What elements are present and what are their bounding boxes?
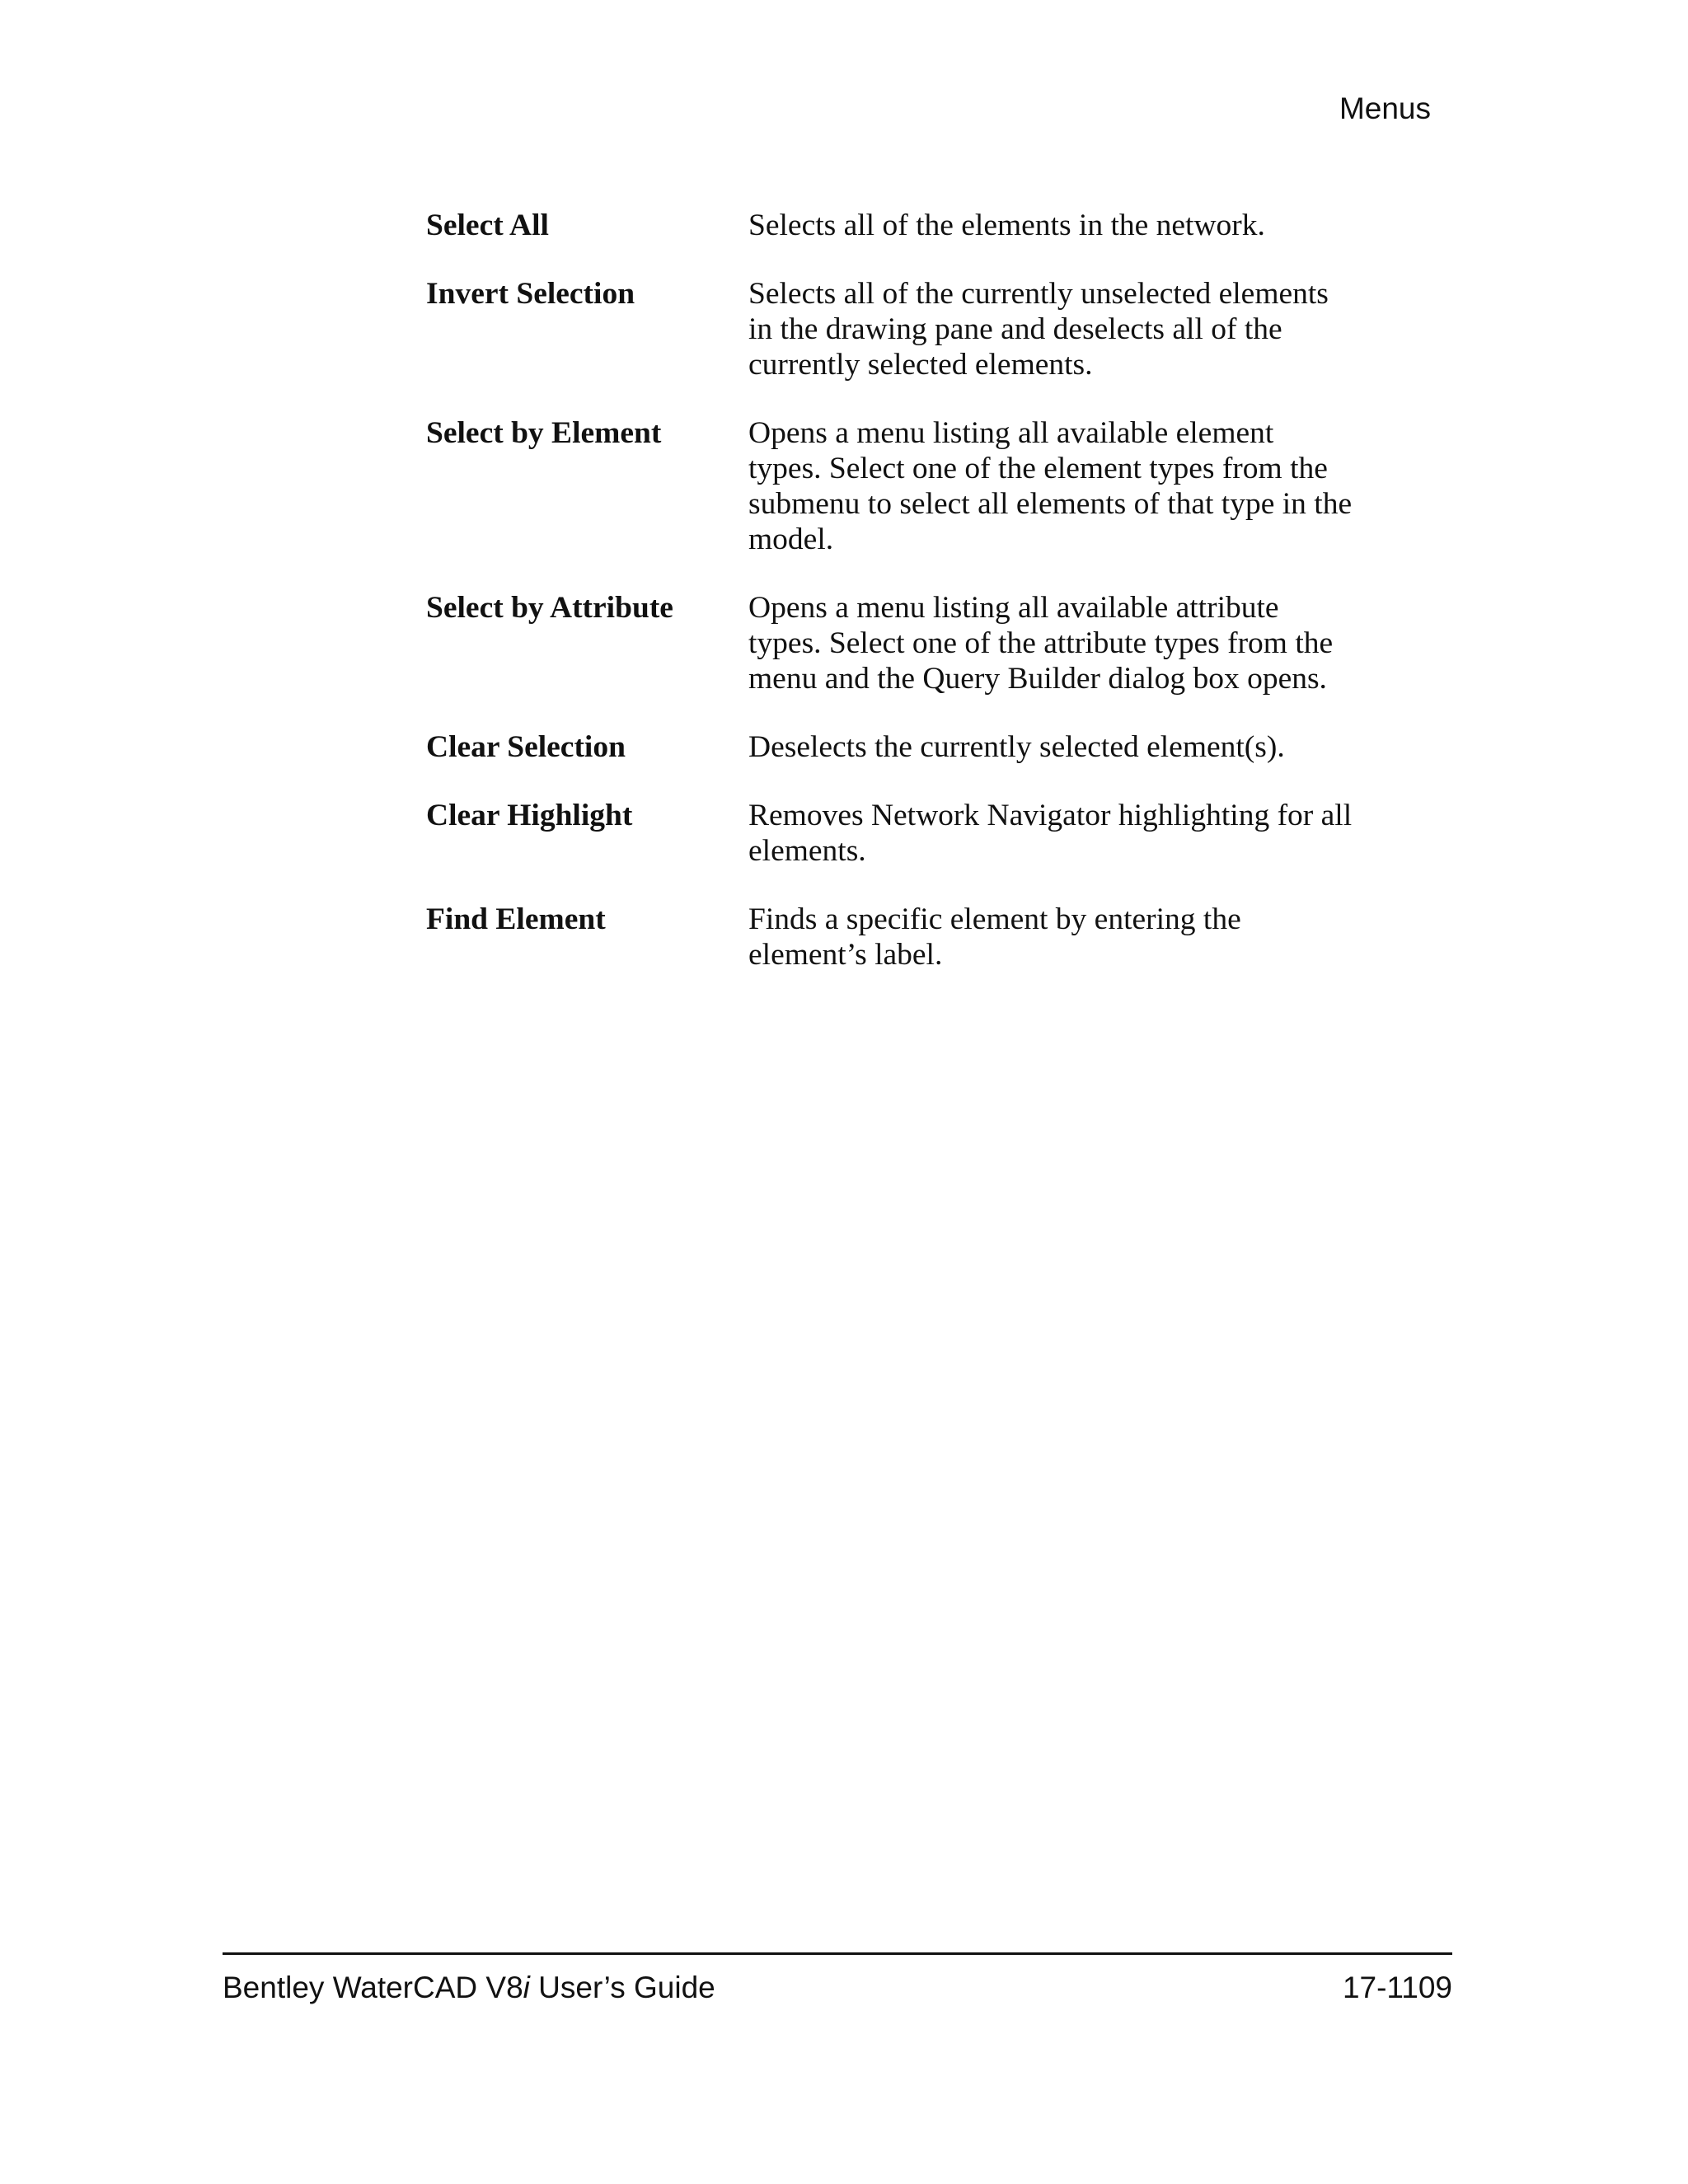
footer-divider: [223, 1952, 1452, 1955]
definition-description: Selects all of the currently unselected elements in the drawing pane and deselects all of the currently selected elements.: [748, 277, 1329, 382]
definition-description: Opens a menu listing all available element types. Select one of the element types from the submenu to select all elements of that type in the model.: [748, 416, 1353, 556]
guide-title-prefix: Bentley WaterCAD V8: [223, 1971, 523, 2004]
definition-row: [426, 276, 1415, 382]
definition-description: Deselects the currently selected element(s).: [748, 730, 1285, 764]
definition-term: Select by Element: [426, 416, 662, 450]
definition-term: Find Element: [426, 902, 606, 936]
definition-row: [426, 415, 1415, 557]
running-header-title: Menus: [1339, 91, 1431, 125]
footer-page-number: 17-1109: [1342, 1971, 1452, 2004]
definition-row: [426, 798, 1415, 869]
definition-description: Removes Network Navigator highlighting for all elements.: [748, 799, 1353, 868]
guide-title-italic: i: [523, 1971, 530, 2004]
definition-row: [426, 208, 1415, 243]
definition-row: [426, 590, 1415, 696]
definition-term: Invert Selection: [426, 277, 635, 311]
definition-description: Selects all of the elements in the network.: [748, 209, 1265, 242]
footer-guide-title: [223, 1968, 715, 2008]
definition-description: Opens a menu listing all available attribute types. Select one of the attribute types from the menu and the Query Builder dialog box opens.: [748, 591, 1334, 696]
definition-term: Clear Highlight: [426, 799, 633, 832]
definition-row: [426, 729, 1415, 765]
definition-description: Finds a specific element by entering the element’s label.: [748, 902, 1241, 972]
definition-list: [426, 208, 1415, 1005]
definition-term: Clear Selection: [426, 730, 626, 764]
definition-term: Select by Attribute: [426, 591, 673, 625]
definition-term: Select All: [426, 209, 549, 242]
definition-row: [426, 902, 1415, 972]
guide-title-suffix: User’s Guide: [529, 1971, 715, 2004]
